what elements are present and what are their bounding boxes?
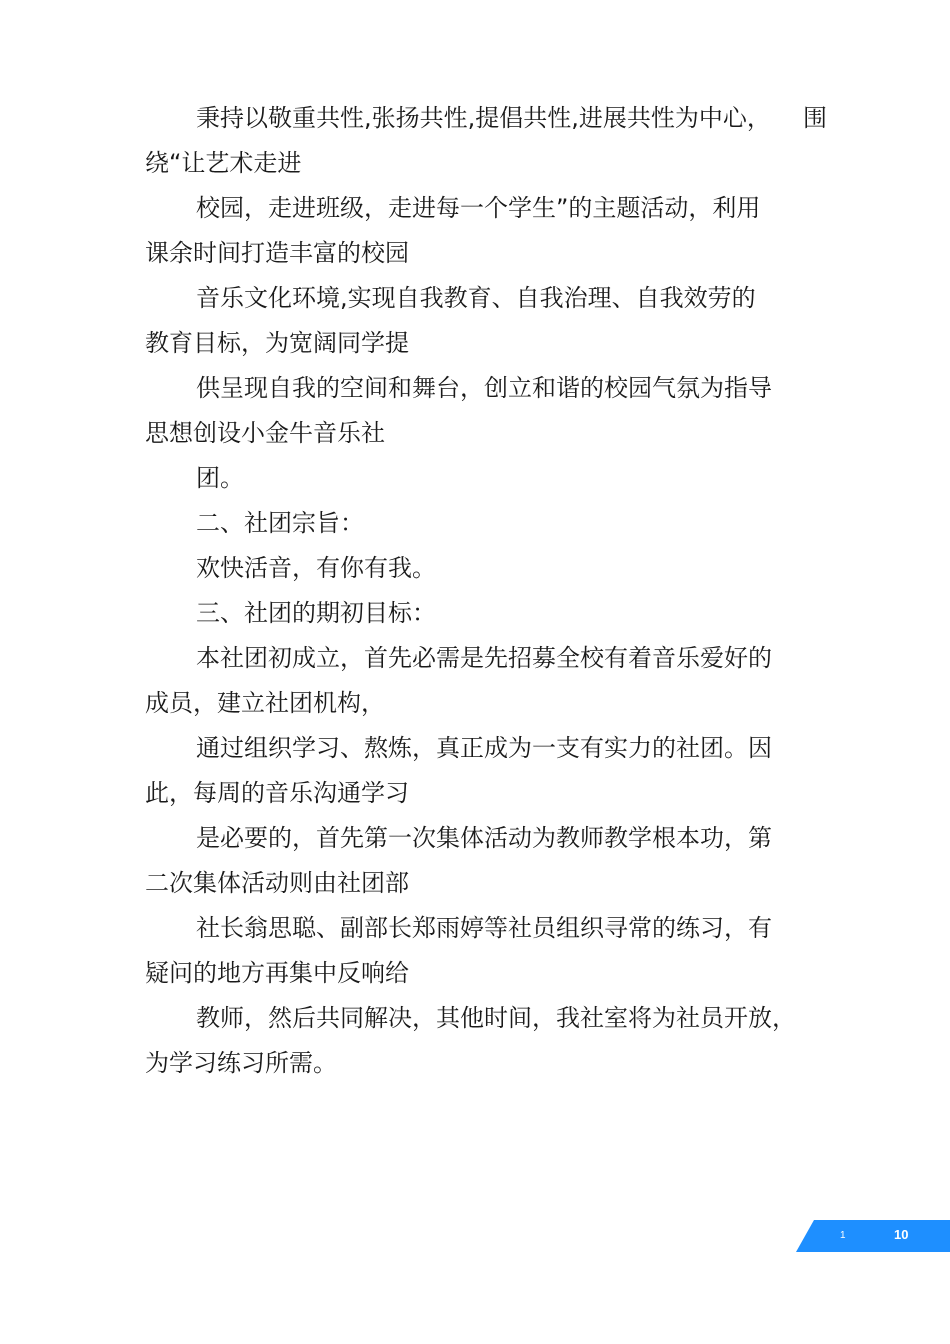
- text-line: 绕“让艺术走进: [145, 149, 302, 177]
- text-line: 二次集体活动则由社团部: [145, 869, 409, 897]
- text-line: 校园，走进班级，走进每一个学生”的主题活动，利用: [196, 194, 761, 222]
- text-line: 教师，然后共同解决，其他时间，我社室将为社员开放，: [196, 1004, 796, 1032]
- text-line: 本社团初成立，首先必需是先招募全校有着音乐爱好的: [196, 644, 772, 672]
- text-line: 成员，建立社团机构，: [145, 689, 385, 717]
- footer-small-label: 1: [840, 1230, 846, 1241]
- page-number-bar: [796, 1220, 950, 1252]
- document-body: [145, 96, 845, 1086]
- page-number-bar-shape: [796, 1220, 950, 1252]
- text-line: 通过组织学习、熬炼，真正成为一支有实力的社团。因: [196, 734, 772, 762]
- text-line-content: 秉持以敬重共性,张扬共性,提倡共性,进展共性为中心，: [196, 104, 771, 132]
- text-line: 团。: [196, 464, 244, 492]
- text-line: 欢快活音，有你有我。: [196, 554, 436, 582]
- section-heading: 二、社团宗旨：: [196, 509, 364, 537]
- section-heading: 三、社团的期初目标：: [196, 599, 436, 627]
- text-line: 课余时间打造丰富的校园: [145, 239, 409, 267]
- text-line: 疑问的地方再集中反响给: [145, 959, 409, 987]
- text-line: 音乐文化环境,实现自我教育、自我治理、自我效劳的: [196, 284, 756, 312]
- text-line: 社长翁思聪、副部长郑雨婷等社员组织寻常的练习，有: [196, 914, 772, 942]
- text-line: 为学习练习所需。: [145, 1049, 337, 1077]
- text-line: [145, 96, 845, 141]
- page-number: 10: [894, 1227, 909, 1242]
- text-line: 此，每周的音乐沟通学习: [145, 779, 409, 807]
- text-line: 供呈现自我的空间和舞台，创立和谐的校园气氛为指导: [196, 374, 772, 402]
- text-line: 是必要的，首先第一次集体活动为教师教学根本功，第: [196, 824, 772, 852]
- text-line: 教育目标，为宽阔同学提: [145, 329, 409, 357]
- text-line: 思想创设小金牛音乐社: [145, 419, 385, 447]
- text-line-tail: 围: [803, 104, 827, 132]
